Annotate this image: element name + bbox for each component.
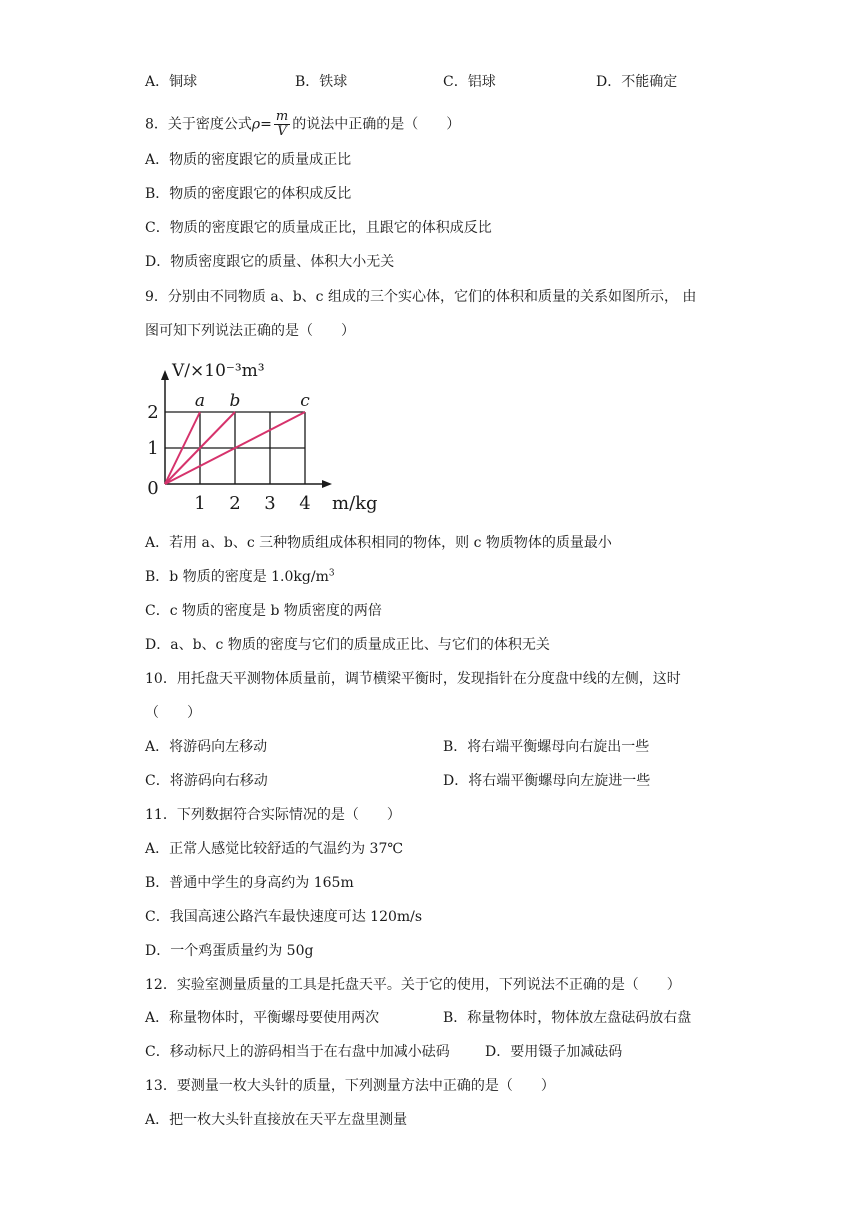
q11-option-b: B．普通中学生的身高约为 165m — [145, 875, 354, 891]
q11-stem: 11．下列数据符合实际情况的是（ ） — [145, 807, 401, 823]
q10-option-c: C．将游码向右移动 — [145, 773, 268, 789]
q8-option-d: D．物质密度跟它的质量、体积大小无关 — [145, 254, 395, 270]
q10-option-a: A．将游码向左移动 — [145, 739, 268, 755]
q12-option-d: D．要用镊子加减砝码 — [485, 1044, 623, 1060]
q7-option-b: B．铁球 — [295, 74, 348, 90]
y-axis-arrow — [161, 370, 169, 380]
q7-option-a: A．铜球 — [145, 74, 198, 90]
y-tick-label: 1 — [147, 438, 159, 459]
q12-option-b: B．称量物体时，物体放左盘砝码放右盘 — [443, 1010, 692, 1026]
series-label-c: c — [300, 391, 310, 411]
x-tick-label: 4 — [299, 493, 311, 514]
formula-numerator: m — [275, 109, 289, 124]
q9-option-c: C．c 物质的密度是 b 物质密度的两倍 — [145, 603, 382, 619]
x-tick-label: 2 — [229, 493, 241, 514]
q10-option-b: B．将右端平衡螺母向右旋出一些 — [443, 739, 650, 755]
y-tick-label: 2 — [147, 402, 159, 423]
q12-stem: 12．实验室测量质量的工具是托盘天平。关于它的使用，下列说法不正确的是（ ） — [145, 977, 681, 993]
q13-stem: 13．要测量一枚大头针的质量，下列测量方法中正确的是（ ） — [145, 1078, 555, 1094]
q9-option-a: A．若用 a、b、c 三种物质组成体积相同的物体，则 c 物质物体的质量最小 — [145, 535, 612, 551]
q8-option-b: B．物质的密度跟它的体积成反比 — [145, 186, 352, 202]
x-tick-label: 3 — [264, 493, 276, 514]
graph-axes — [161, 370, 332, 488]
q9-stem-line1: 9．分别由不同物质 a、b、c 组成的三个实心体，它们的体积和质量的关系如图所示， 由 — [145, 289, 697, 305]
series-label-a: a — [194, 391, 206, 411]
q8-option-a: A．物质的密度跟它的质量成正比 — [145, 152, 352, 168]
q8-stem — [145, 110, 460, 139]
q11-option-c: C．我国高速公路汽车最快速度可达 120m/s — [145, 909, 423, 925]
q9-option-b-exponent: 3 — [328, 568, 335, 579]
q9-stem-line2: 图可知下列说法正确的是（ ） — [145, 323, 355, 339]
q10-option-d: D．将右端平衡螺母向左旋进一些 — [443, 773, 651, 789]
q7-option-d: D．不能确定 — [596, 74, 678, 90]
q12-option-a: A．称量物体时，平衡螺母要使用两次 — [145, 1010, 380, 1026]
volume-mass-graph — [140, 354, 400, 524]
q10-stem-line1: 10．用托盘天平测物体质量前，调节横梁平衡时，发现指针在分度盘中线的左侧，这时 — [145, 671, 681, 687]
q8-stem-prefix: 8．关于密度公式 — [145, 116, 252, 133]
q10-stem-line2: （ ） — [145, 705, 201, 721]
series-label-b: b — [229, 391, 241, 411]
q9-option-b-text: B．b 物质的密度是 1.0kg/m — [145, 569, 329, 585]
graph-labels — [147, 361, 377, 514]
q7-option-c: C．铝球 — [443, 74, 496, 90]
formula-denominator: V — [277, 124, 287, 139]
q11-option-a: A．正常人感觉比较舒适的气温约为 37℃ — [145, 841, 404, 857]
x-axis-label: m/kg — [332, 493, 378, 514]
x-tick-label: 1 — [194, 493, 206, 514]
origin-label: 0 — [147, 478, 159, 499]
q9-option-d: D．a、b、c 物质的密度与它们的质量成正比、与它们的体积无关 — [145, 637, 550, 653]
q8-stem-suffix: 的说法中正确的是（ ） — [292, 116, 461, 133]
q9-option-b — [145, 567, 335, 587]
q11-option-d: D．一个鸡蛋质量约为 50g — [145, 943, 314, 959]
q13-option-a: A．把一枚大头针直接放在天平左盘里测量 — [145, 1112, 408, 1128]
x-axis-arrow — [322, 480, 332, 488]
density-symbol: ρ — [251, 116, 261, 133]
density-formula-fraction — [274, 110, 290, 139]
q8-option-c: C．物质的密度跟它的质量成正比，且跟它的体积成反比 — [145, 220, 492, 236]
q12-option-c: C．移动标尺上的游码相当于在右盘中加减小砝码 — [145, 1044, 450, 1060]
formula-equals: = — [260, 116, 272, 133]
y-axis-label: V/×10⁻³m³ — [172, 361, 265, 381]
